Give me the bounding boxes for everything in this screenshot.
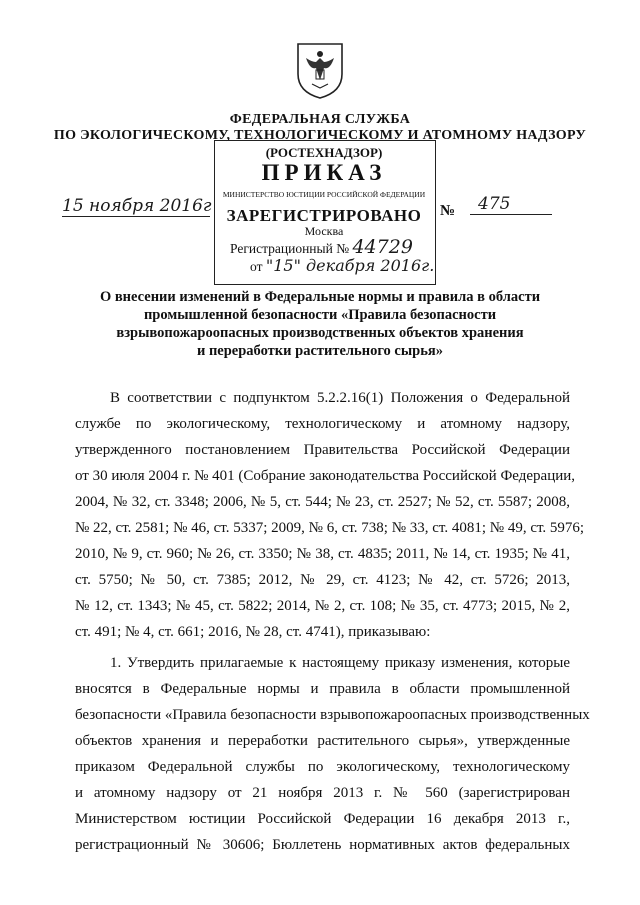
body-line: вносятся в Федеральные нормы и правила в области промышленной (75, 681, 570, 697)
body-line: ст. 5750; № 50, ст. 7385; 2012, № 29, ст. 4123; № 42, ст. 5726; 2013, (75, 572, 570, 588)
order-number: 475 (470, 194, 552, 215)
order-title-line: взрывопожароопасных производственных объектов хранения (116, 325, 524, 341)
body-line: В соответствии с подпунктом 5.2.2.16(1) Положения о Федеральной (110, 390, 570, 406)
body-line: приказом Федеральной службы по экологическому, технологическому (75, 759, 570, 775)
body-line: службе по экологическому, технологическому и атомному надзору, (75, 416, 570, 432)
body-line: объектов хранения и переработки растительного сырья», утвержденные (75, 733, 570, 749)
stamp-reg-number-row (230, 236, 413, 258)
order-title-line: О внесении изменений в Федеральные нормы и правила в области (99, 289, 541, 305)
stamp-date-row (250, 256, 434, 275)
order-date: 15 ноября 2016г (62, 196, 212, 216)
stamp-registered: ЗАРЕГИСТРИРОВАНО (226, 206, 422, 225)
order-number-label: № (440, 203, 456, 219)
agency-name-line2: ПО ЭКОЛОГИЧЕСКОМУ, ТЕХНОЛОГИЧЕСКОМУ И АТОМНОМУ НАДЗОРУ (53, 128, 587, 143)
stamp-reg-date: "15" декабря 2016г. (265, 256, 435, 275)
body-line: от 30 июля 2004 г. № 401 (Собрание законодательства Российской Федерации, (75, 468, 576, 484)
order-title-line: промышленной безопасности «Правила безопасности (143, 307, 497, 323)
body-line: № 12, ст. 1343; № 45, ст. 5822; 2014, № 2, ст. 108; № 35, ст. 4773; 2015, № 2, (75, 598, 570, 614)
stamp-ministry: МИНИСТЕРСТВО ЮСТИЦИИ РОССИЙСКОЙ ФЕДЕРАЦИИ (222, 190, 426, 199)
order-title-line: и переработки растительного сырья» (196, 343, 444, 359)
order-word: ПРИКАЗ (261, 160, 387, 185)
stamp-reg-number: 44729 (352, 236, 413, 258)
body-line: № 22, ст. 2581; № 46, ст. 5337; 2009, № 6, ст. 738; № 33, ст. 4081; № 49, ст. 5976; (75, 520, 585, 536)
stamp-from-label: от (250, 259, 263, 274)
stamp-reg-label: Регистрационный № (230, 241, 350, 256)
stamp-city: Москва (304, 224, 344, 238)
body-line: регистрационный № 30606; Бюллетень нормативных актов федеральных (75, 837, 570, 853)
body-line: Министерством юстиции Российской Федерации 16 декабря 2013 г., (75, 811, 570, 827)
agency-abbreviation: (РОСТЕХНАДЗОР) (265, 145, 383, 160)
body-line: безопасности «Правила безопасности взрывопожароопасных производственных (75, 707, 590, 723)
coat-of-arms-emblem (294, 40, 346, 100)
body-line: утвержденного постановлением Правительства Российской Федерации (75, 442, 570, 458)
body-line: 1. Утвердить прилагаемые к настоящему приказу изменения, которые (110, 655, 570, 671)
body-line: и атомному надзору от 21 ноября 2013 г. № 560 (зарегистрирован (75, 785, 570, 801)
body-line: ст. 491; № 4, ст. 661; 2016, № 28, ст. 4741), приказываю: (75, 624, 431, 640)
body-line: 2010, № 9, ст. 960; № 26, ст. 3350; № 38, ст. 4835; 2011, № 14, ст. 1935; № 41, (75, 546, 570, 562)
body-line: 2004, № 32, ст. 3348; 2006, № 5, ст. 544; № 23, ст. 2527; № 52, ст. 5587; 2008, (75, 494, 570, 510)
agency-name-line1: ФЕДЕРАЛЬНАЯ СЛУЖБА (229, 112, 411, 127)
